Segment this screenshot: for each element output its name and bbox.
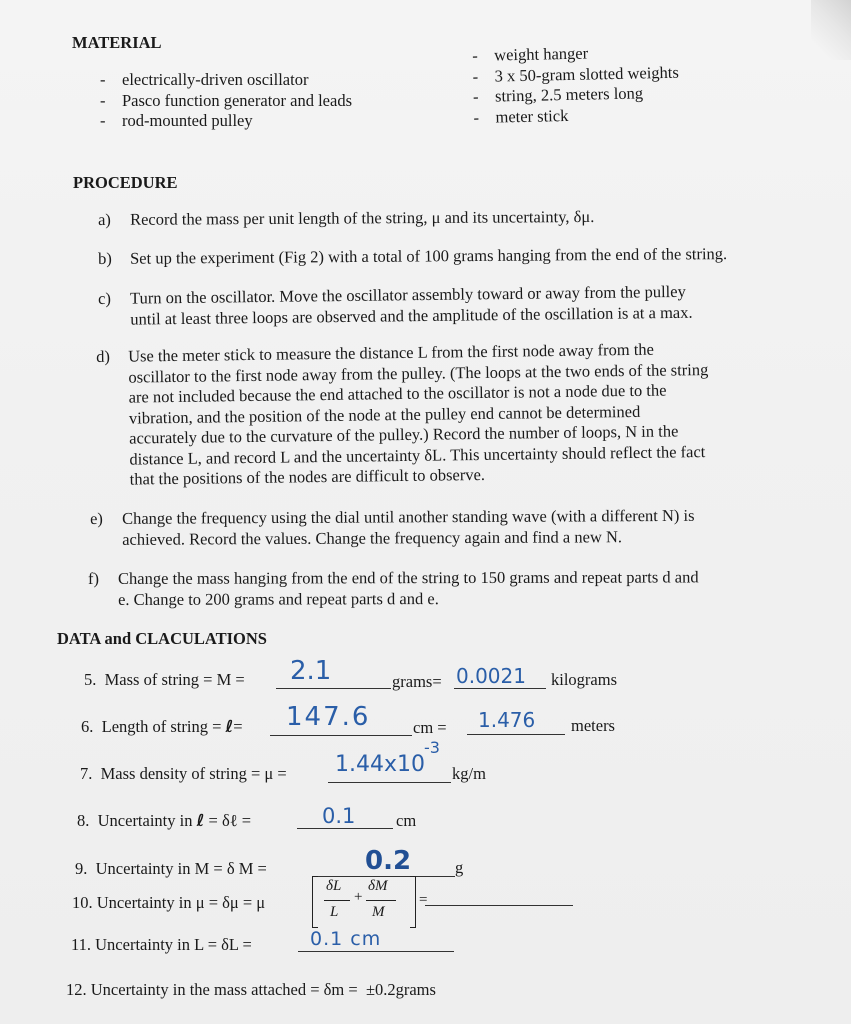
q6-mid-label: cm = (413, 718, 447, 737)
q11-value: 0.1 cm (310, 928, 382, 950)
q5-mid-label: grams= (392, 672, 442, 691)
q6-unit: meters (571, 716, 615, 735)
procedure-step-d: d) Use the meter stick to measure the distance L from the first node away from the oscillator to the first node away from the pulley. (The loops at the two ends of the string are not included because the end attached to the oscillator is not a node due to the vibration, and the position of the node at the pulley end cannot be determined accurately due to the curvature of the pulley.) Record the number of loops, N in the distance L, and record L and the uncertainty δL. This uncertainty should reflect the fact that the positions of the nodes are difficult to observe. (96, 339, 709, 489)
q11-blank (298, 951, 454, 952)
q6-blank-m (467, 734, 565, 735)
page-corner-shadow (811, 0, 851, 60)
q8-row: 8. Uncertainty in ℓ = δℓ = (77, 811, 252, 830)
q10-frac2-bar (366, 900, 396, 901)
q10-frac1-num: δL (326, 878, 342, 894)
procedure-heading: PROCEDURE (73, 173, 178, 192)
q6-row: 6. Length of string = ℓ= (81, 717, 243, 736)
q10-frac1-den: L (330, 904, 339, 920)
q10-frac2-num: δM (368, 878, 388, 894)
q6-value-cm: 147.6 (286, 702, 371, 732)
q5-value-kg: 0.0021 (456, 664, 526, 688)
q10-frac1-bar (324, 900, 350, 901)
q7-value: 1.44x10 (335, 752, 425, 777)
procedure-step-e: e) Change the frequency using the dial until another standing wave (with a different N) is achieved. Record the values. Change the frequency again and find a new N. (90, 505, 695, 549)
q8-unit: cm (396, 811, 417, 830)
material-right-list (472, 42, 680, 128)
q5-blank-grams (276, 688, 391, 689)
q5-blank-kg (454, 688, 546, 689)
q10-blank (425, 905, 573, 906)
procedure-step-b: b) Set up the experiment (Fig 2) with a total of 100 grams hanging from the end of the string. (98, 244, 728, 268)
q5-unit: kilograms (551, 670, 617, 689)
q12-value: ±0.2grams (365, 980, 436, 999)
list-item: - string, 2.5 meters long (472, 83, 644, 106)
material-left-list (100, 70, 352, 132)
q9-row: 9. Uncertainty in M = δ M = (75, 859, 267, 878)
q8-value: 0.1 (322, 804, 356, 828)
q7-blank (328, 782, 451, 783)
list-item: - weight hanger (472, 43, 589, 65)
q9-value: 0.2 (365, 846, 412, 876)
list-item: - Pasco function generator and leads (100, 90, 353, 110)
q10-frac2-den: M (372, 904, 385, 920)
q10-plus: + (354, 889, 363, 905)
list-item: - 3 x 50-gram slotted weights (472, 62, 680, 86)
q6-value-m: 1.476 (478, 708, 536, 732)
q6-blank-cm (270, 735, 412, 736)
procedure-step-c: c) Turn on the oscillator. Move the oscillator assembly toward or away from the pulley until at least three loops are observed and the amplitude of the oscillation is at a max. (98, 281, 693, 329)
list-item: - electrically-driven oscillator (100, 70, 309, 89)
q7-unit: kg/m (452, 764, 486, 783)
data-calc-heading: DATA and CLACULATIONS (57, 629, 267, 648)
q7-exponent: -3 (424, 738, 440, 757)
q7-row: 7. Mass density of string = μ = (80, 764, 287, 783)
q5-row: 5. Mass of string = M = (84, 670, 245, 689)
q12-row: 12. Uncertainty in the mass attached = δm = ±0.2grams (66, 980, 436, 999)
procedure-step-f: f) Change the mass hanging from the end of the string to 150 grams and repeat parts d and e. Change to 200 grams and repeat parts d and e. (88, 567, 699, 609)
q11-row: 11. Uncertainty in L = δL = (71, 935, 252, 954)
q5-value-grams: 2.1 (290, 656, 332, 686)
list-item: - meter stick (473, 105, 569, 127)
list-item: - rod-mounted pulley (100, 111, 253, 130)
material-heading: MATERIAL (72, 33, 162, 52)
procedure-step-a: a) Record the mass per unit length of the string, μ and its uncertainty, δμ. (98, 206, 595, 229)
q10-formula (312, 876, 416, 928)
q10-equals: = (419, 892, 428, 908)
q8-blank (297, 828, 393, 829)
q9-unit: g (455, 858, 464, 877)
q10-row: 10. Uncertainty in μ = δμ = μ (72, 893, 266, 912)
